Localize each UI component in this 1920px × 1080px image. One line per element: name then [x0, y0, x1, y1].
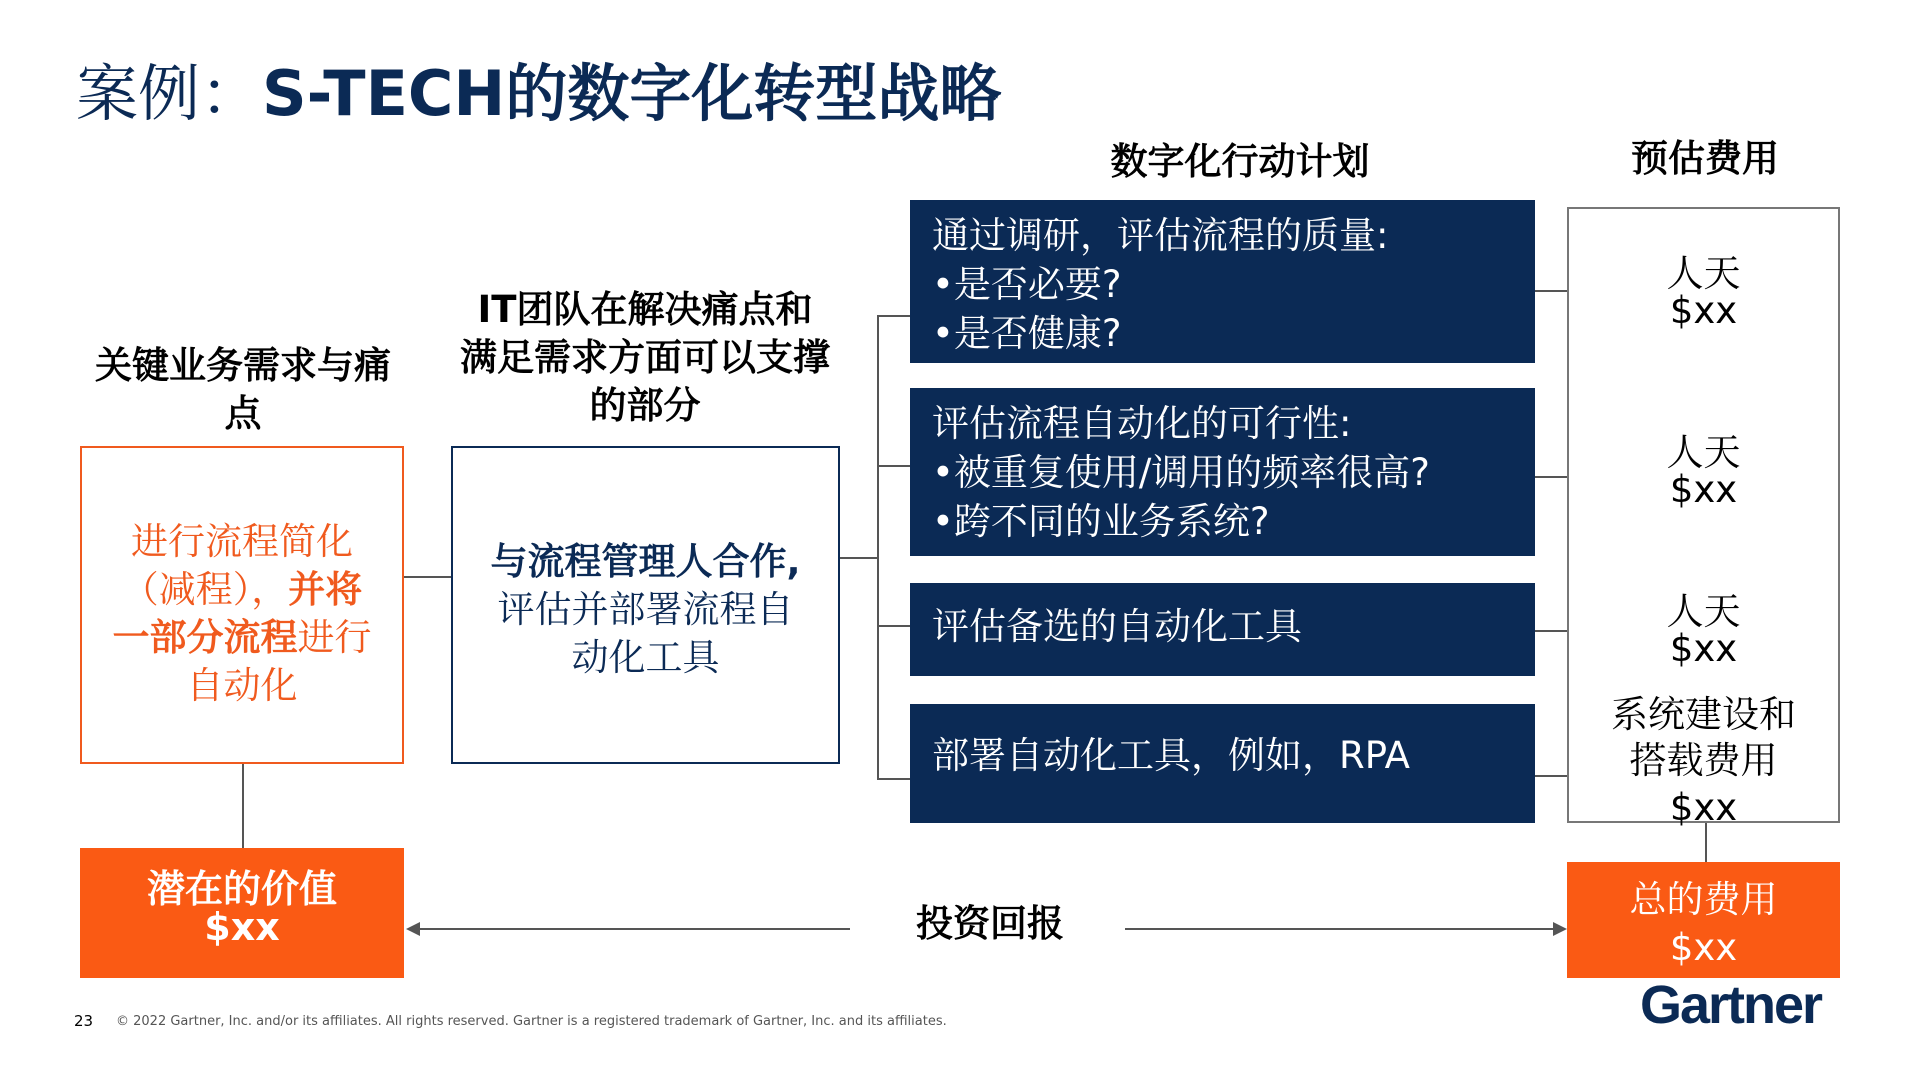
connector-cost-4: [1535, 775, 1567, 777]
connector-cost-2: [1535, 476, 1567, 478]
cost-item-3: [1567, 590, 1840, 670]
bracket-vertical: [877, 315, 879, 780]
connector-cost-1: [1535, 290, 1567, 292]
action-3-line: 评估备选的自动化工具: [932, 605, 1302, 648]
pain-line-2: （减程），并将: [121, 568, 363, 612]
bracket-tick-1: [877, 315, 910, 317]
bracket-tick-4: [877, 778, 910, 780]
bracket-tick-3: [877, 625, 910, 627]
cost-3-unit: 人天: [1666, 590, 1741, 633]
roi-arrow-left-line: [418, 928, 850, 930]
action-4-line: 部署自动化工具，例如，RPA: [932, 734, 1410, 777]
page-title: [76, 44, 1001, 133]
connector-pain-it: [404, 576, 451, 578]
action-2-bullet-2: •跨不同的业务系统?: [932, 499, 1270, 543]
connector-cost-3: [1535, 630, 1567, 632]
roi-arrow-right-line: [1125, 928, 1555, 930]
header-action-plan: 数字化行动计划: [1110, 140, 1370, 183]
roi-label: 投资回报: [916, 902, 1064, 945]
potential-value-amount: $xx: [204, 905, 280, 949]
cost-1-unit: 人天: [1666, 252, 1741, 295]
potential-value-box: [80, 848, 404, 978]
action-1-bullet-1: •是否必要?: [932, 262, 1122, 306]
header-pain-points: 关键业务需求与痛点: [95, 344, 391, 436]
header-it-support: IT团队在解决痛点和满足需求方面可以支撑的部分: [460, 288, 830, 428]
pain-point-box: [80, 446, 404, 764]
cost-2-unit: 人天: [1666, 431, 1741, 474]
cost-item-1: [1567, 252, 1840, 332]
cost-4-line-1: 系统建设和: [1611, 693, 1796, 736]
pain-line-3: 一部分流程进行: [112, 616, 372, 660]
header-est-cost: 预估费用: [1631, 137, 1779, 180]
arrow-left-icon: [406, 922, 420, 936]
action-box-tools: [910, 583, 1535, 676]
bracket-tick-2: [877, 465, 910, 467]
arrow-right-icon: [1553, 922, 1567, 936]
action-2-bullet-1: •被重复使用/调用的频率很高?: [932, 450, 1430, 494]
action-box-survey: [910, 200, 1535, 363]
copyright-text: © 2022 Gartner, Inc. and/or its affiliates. All rights reserved. Gartner is a registered trademark of Gartner, Inc. and its affiliates.: [116, 1014, 947, 1029]
gartner-logo: Gartner: [1640, 975, 1822, 1035]
cost-1-value: $xx: [1669, 289, 1738, 332]
it-line-1: 与流程管理人合作,: [490, 540, 801, 583]
action-1-bullet-2: •是否健康?: [932, 311, 1122, 355]
connector-pain-value: [242, 764, 244, 848]
cost-4-line-2: 搭载费用: [1629, 739, 1778, 783]
pain-line-1: 进行流程简化: [131, 520, 353, 563]
total-cost-value: $xx: [1669, 926, 1738, 970]
action-box-deploy: [910, 704, 1535, 823]
it-line-2: 评估并部署流程自: [497, 588, 794, 632]
action-1-line: 通过调研，评估流程的质量:: [932, 214, 1389, 257]
total-cost-box: [1567, 862, 1840, 978]
title-prefix: 案例：: [76, 57, 263, 130]
total-cost-label: 总的费用: [1629, 878, 1778, 921]
potential-value-label: 潜在的价值: [146, 867, 337, 911]
cost-item-2: [1567, 431, 1840, 511]
it-line-3: 动化工具: [571, 636, 720, 680]
page-number: 23: [74, 1012, 94, 1030]
pain-line-4: 自动化: [186, 664, 298, 708]
cost-4-value: $xx: [1669, 785, 1738, 829]
connector-it-bracket: [840, 557, 878, 559]
cost-2-value: $xx: [1669, 468, 1738, 511]
cost-item-4: [1567, 692, 1840, 831]
it-support-box: [451, 446, 840, 764]
cost-3-value: $xx: [1669, 627, 1738, 670]
action-box-feasibility: [910, 388, 1535, 556]
action-2-line: 评估流程自动化的可行性:: [932, 402, 1352, 445]
title-main: S-TECH的数字化转型战略: [262, 57, 1002, 130]
